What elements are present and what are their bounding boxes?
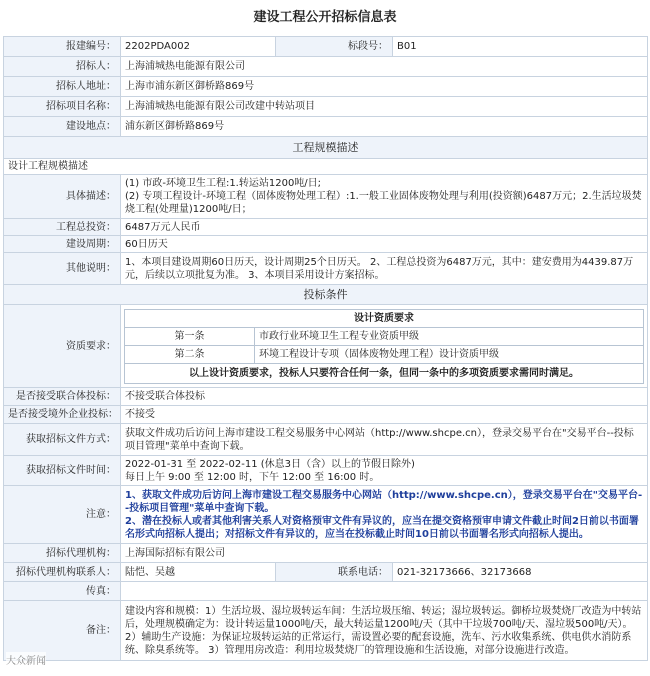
contact-value: 陆恺、吴越 [121,563,276,582]
phone-value: 021-32173666、32173668 [393,563,648,582]
detail-label: 具体描述： [4,175,121,219]
qualification-item-text-2: 环境工程设计专项（固体废物处理工程）设计资质甲级 [255,345,644,363]
foreign-value: 不接受 [121,406,648,424]
time-value [121,456,648,486]
detail-value [121,175,648,219]
location-value: 浦东新区御桥路869号 [121,117,648,137]
consortium-value: 不接受联合体投标 [121,388,648,406]
qualification-label: 资质要求： [4,305,121,388]
qualification-item-no-2: 第二条 [125,345,255,363]
bid-no-value: 2202PDA002 [121,37,276,57]
notice-label: 注意： [4,486,121,544]
notice-value [121,486,648,544]
bid-no-label: 报建编号： [4,37,121,57]
watermark: 大众新闻 [6,652,46,667]
location-label: 建设地点： [4,117,121,137]
qualification-header: 设计资质要求 [125,309,644,327]
design-scale-desc: 设计工程规模描述 [4,159,648,175]
agent-label: 招标代理机构： [4,544,121,563]
fax-label: 传真： [4,582,121,601]
section-scale-heading: 工程规模描述 [4,137,648,159]
period-label: 建设周期： [4,236,121,253]
section-no-value: B01 [393,37,648,57]
section-conditions-heading: 投标条件 [4,285,648,305]
foreign-label: 是否接受境外企业投标： [4,406,121,424]
method-value: 获取文件成功后访问上海市建设工程交易服务中心网站（http://www.shcpe.cn），登录交易平台在"交易平台--投标项目管理"菜单中查询下载。 [121,424,648,456]
notice-paragraph-2: 2、潜在投标人或者其他利害关系人对资格预审文件有异议的，应当在提交资格预审申请文件截止时间2日前以书面署名形式向招标人提出；对招标文件有异议的，应当在投标截止时间10日前以书面署名形式向招标人提出。 [125,515,639,540]
detail-line-2: (2) 专项工程设计-环境工程（固体废物处理工程）:1.一般工业固体废物处理与利用(投资额)6487万元；2.生活垃圾焚烧工程(处理量)1200吨/日； [125,191,642,215]
tenderer-address-label: 招标人地址： [4,77,121,97]
time-line-2: 每日上午 9:00 至 12:00 时，下午 12:00 至 16:00 时。 [125,471,380,483]
project-name-label: 招标项目名称： [4,97,121,117]
notice-paragraph-1: 1、获取文件成功后访问上海市建设工程交易服务中心网站（http://www.shcpe.cn），登录交易平台在"交易平台--投标项目管理"菜单中查询下载。 [125,489,643,514]
remarks-label: 备注： [4,601,121,661]
method-label: 获取招标文件方式： [4,424,121,456]
investment-label: 工程总投资： [4,219,121,236]
qualification-item-no-1: 第一条 [125,327,255,345]
tenderer-value: 上海浦城热电能源有限公司 [121,57,648,77]
agent-value: 上海国际招标有限公司 [121,544,648,563]
project-name-value: 上海浦城热电能源有限公司改建中转站项目 [121,97,648,117]
fax-value [121,582,648,601]
other-value: 1、本项目建设周期60日历天，设计周期25个日历天。 2、工程总投资为6487万元，其中：建安费用为4439.87万元，后续以立项批复为准。 3、本项目采用设计方案招标。 [121,253,648,285]
period-value: 60日历天 [121,236,648,253]
contact-label: 招标代理机构联系人： [4,563,121,582]
tenderer-address-value: 上海市浦东新区御桥路869号 [121,77,648,97]
qualification-table [124,309,644,384]
remarks-value: 建设内容和规模：1）生活垃圾、湿垃圾转运车间：生活垃圾压缩、转运；湿垃圾转运。御桥垃圾焚烧厂改造为中转站后，处理规模确定为：设计转运量1000吨/天，最大转运量1200吨/天（其中干垃圾700吨/天、湿垃圾500吨/天）。 2）辅助生产设施：为保证垃圾转运站的正常运行，需设置必要的配套设施，洗车、污水收集系统、供电供水消防系统、除臭系统等。 3）管理用房改造：利用垃圾焚烧厂的管理设施和生活设施，对部分设施进行改造。 [121,601,648,661]
investment-value: 6487万元人民币 [121,219,648,236]
detail-line-1: (1) 市政-环境卫生工程:1.转运站1200吨/日; [125,178,322,189]
page-title: 建设工程公开招标信息表 [253,10,397,25]
consortium-label: 是否接受联合体投标： [4,388,121,406]
tenderer-label: 招标人： [4,57,121,77]
section-no-label: 标段号： [276,37,393,57]
phone-label: 联系电话： [276,563,393,582]
time-label: 获取招标文件时间： [4,456,121,486]
time-line-1: 2022-01-31 至 2022-02-11 (休息3日（含）以上的节假日除外) [125,458,415,470]
qualification-note: 以上设计资质要求，投标人只要符合任何一条，但同一条中的多项资质要求需同时满足。 [125,363,644,383]
qualification-cell [121,305,648,388]
info-table [3,36,648,661]
other-label: 其他说明： [4,253,121,285]
qualification-item-text-1: 市政行业环境卫生工程专业资质甲级 [255,327,644,345]
